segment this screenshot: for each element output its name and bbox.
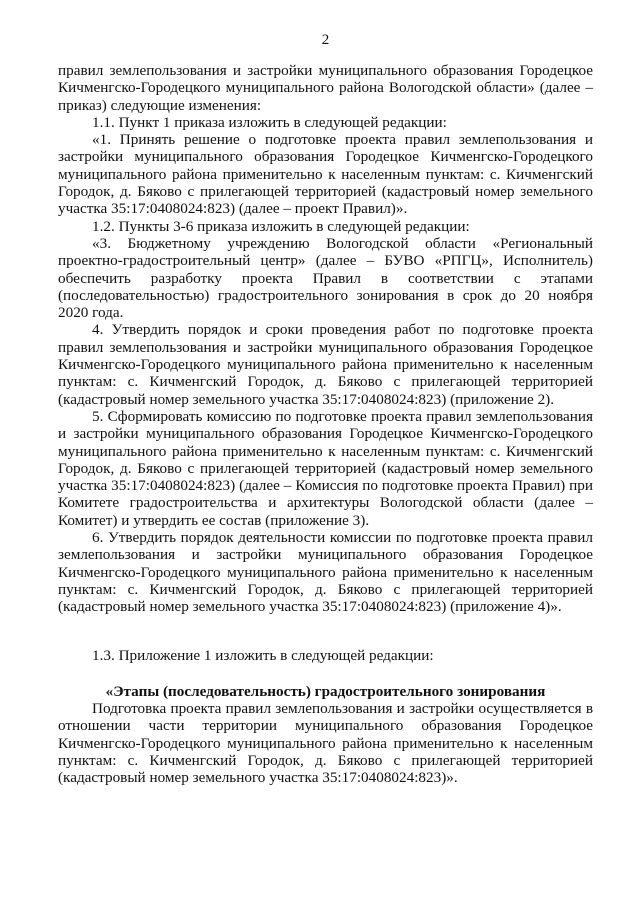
page-number: 2 [321, 32, 330, 48]
paragraph-clause-3: «3. Бюджетному учреждению Вологодской области «Региональный проектно-градостроительный центр» (далее – БУВО «РПГЦ», Исполнитель) обеспечить разработку проекта Правил в соответствии с этапами (последовательностью) градостроительного зонирования в срок до 20 ноября 2020 года. [58, 234, 593, 322]
paragraph-item-1-2: 1.2. Пункты 3-6 приказа изложить в следующей редакции: [92, 217, 470, 235]
paragraph-clause-5: 5. Сформировать комиссию по подготовке проекта правил землепользования и застройки муниципального образования Городецкое Кичменгско-Городецкого муниципального района применительно к населенным пунктам: с. Кичменгский Городок, д. Бяково с прилегающей территорией (кадастровый номер земельного участка 35:17:0408024:823) (далее – Комиссия по подготовке проекта Правил) при Комитете градостроительства и архитектуры Вологодской области (далее – Комитет) и утвердить ее состав (приложение 3). [58, 407, 593, 529]
paragraph-item-1-3: 1.3. Приложение 1 изложить в следующей редакции: [92, 646, 434, 664]
document-page [58, 0, 593, 905]
paragraph-clause-1: «1. Принять решение о подготовке проекта правил землепользования и застройки муниципального образования Городецкое Кичменгско-Городецкого муниципального района применительно к населенным пунктам: с. Кичменгский Городок, д. Бяково с прилегающей территорией (кадастровый номер земельного участка 35:17:0408024:823) (далее – проект Правил)». [58, 131, 593, 218]
paragraph-clause-6: 6. Утвердить порядок деятельности комиссии по подготовке проекта правил землепользования и застройки муниципального образования Городецкое Кичменгско-Городецкого муниципального района применительно к населенным пунктам: с. Кичменгский Городок, д. Бяково с прилегающей территорией (кадастровый номер земельного участка 35:17:0408024:823) (приложение 4)». [58, 529, 593, 616]
paragraph-clause-4: 4. Утвердить порядок и сроки проведения работ по подготовке проекта правил землепользования и застройки муниципального образования Городецкое Кичменгско-Городецкого муниципального района применительно к населенным пунктам: с. Кичменгский Городок, д. Бяково с прилегающей территорией (кадастровый номер земельного участка 35:17:0408024:823) (приложение 2). [58, 321, 593, 408]
paragraph-item-1-1: 1.1. Пункт 1 приказа изложить в следующей редакции: [92, 113, 447, 131]
paragraph-intro-continuation: правил землепользования и застройки муниципального образования Городецкое Кичменгско-Городецкого муниципального района Вологодской области» (далее – приказ) следующие изменения: [58, 62, 593, 114]
section-heading: «Этапы (последовательность) градостроительного зонирования [105, 682, 546, 700]
document-body [58, 62, 593, 787]
paragraph-appendix-text: Подготовка проекта правил землепользования и застройки осуществляется в отношении части территории муниципального образования Городецкое Кичменгско-Городецкого муниципального района применительно к населенным пунктам: с. Кичменгский Городок, д. Бяково с прилегающей территорией (кадастровый номер земельного участка 35:17:0408024:823)». [58, 700, 593, 787]
vertical-spacer [58, 616, 593, 647]
vertical-spacer-small [58, 664, 593, 681]
